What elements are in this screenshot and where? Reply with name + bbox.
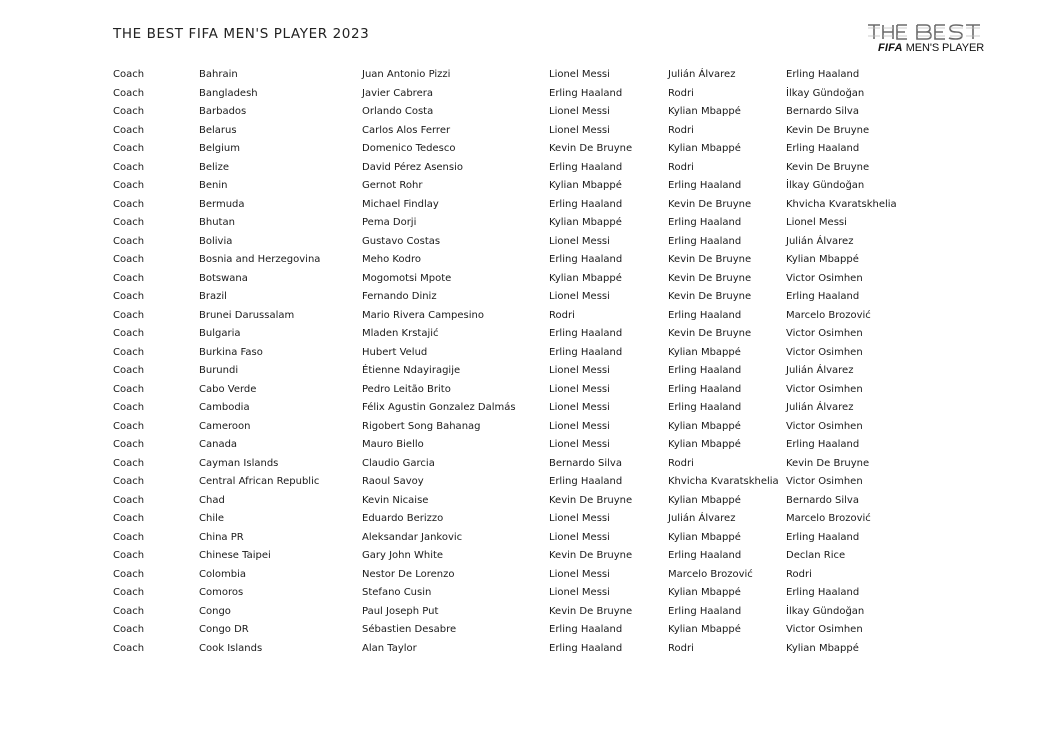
third-choice-cell: Marcelo Brozović bbox=[786, 309, 871, 321]
first-choice-cell: Lionel Messi bbox=[549, 531, 610, 543]
first-choice-cell: Erling Haaland bbox=[549, 161, 623, 173]
first-choice-cell: Lionel Messi bbox=[549, 291, 610, 302]
third-choice-cell: Erling Haaland bbox=[786, 143, 860, 154]
role-cell: Coach bbox=[113, 624, 145, 635]
country-cell: Chad bbox=[199, 494, 225, 506]
country-cell: Cameroon bbox=[199, 420, 251, 432]
voter-cell: Mauro Biello bbox=[362, 439, 424, 450]
country-cell: Brunei Darussalam bbox=[199, 309, 295, 321]
first-choice-cell: Erling Haaland bbox=[549, 87, 623, 99]
role-cell: Coach bbox=[113, 254, 145, 265]
country-cell: Cook Islands bbox=[199, 642, 263, 654]
voter-cell: Domenico Tedesco bbox=[362, 143, 456, 154]
country-cell: Belgium bbox=[199, 143, 240, 154]
country-cell: Burkina Faso bbox=[199, 346, 263, 358]
voter-cell: Sébastien Desabre bbox=[362, 624, 457, 635]
the-best-logo-subtitle bbox=[878, 42, 984, 54]
voter-cell: Eduardo Berizzo bbox=[362, 513, 444, 524]
second-choice-cell: Kevin De Bruyne bbox=[668, 198, 752, 210]
country-cell: Bulgaria bbox=[199, 328, 241, 339]
third-choice-cell: Julián Álvarez bbox=[786, 402, 854, 413]
first-choice-cell: Lionel Messi bbox=[549, 420, 610, 432]
country-cell: Brazil bbox=[199, 291, 227, 302]
first-choice-cell: Erling Haaland bbox=[549, 254, 623, 265]
country-cell: Colombia bbox=[199, 568, 246, 580]
second-choice-cell: Kevin De Bruyne bbox=[668, 254, 752, 265]
role-cell: Coach bbox=[113, 69, 145, 80]
country-cell: Cayman Islands bbox=[199, 457, 279, 469]
voter-cell: Gustavo Costas bbox=[362, 235, 441, 247]
third-choice-cell: Victor Osimhen bbox=[786, 476, 863, 487]
the-best-logo bbox=[866, 22, 990, 56]
voter-cell: Gernot Rohr bbox=[362, 180, 423, 191]
country-cell: Canada bbox=[199, 439, 238, 450]
voter-cell: Carlos Alos Ferrer bbox=[362, 124, 451, 136]
voter-cell: Claudio Garcia bbox=[362, 457, 435, 469]
country-cell: Congo DR bbox=[199, 624, 249, 635]
second-choice-cell: Erling Haaland bbox=[668, 550, 742, 561]
third-choice-cell: Kevin De Bruyne bbox=[786, 124, 870, 136]
third-choice-cell: Lionel Messi bbox=[786, 217, 847, 228]
second-choice-cell: Kevin De Bruyne bbox=[668, 272, 752, 284]
first-choice-cell: Lionel Messi bbox=[549, 568, 610, 580]
country-cell: Bangladesh bbox=[199, 87, 258, 99]
third-choice-cell: İlkay Gündoğan bbox=[786, 180, 865, 191]
second-choice-cell: Kevin De Bruyne bbox=[668, 328, 752, 339]
role-cell: Coach bbox=[113, 87, 145, 99]
country-cell: Belarus bbox=[199, 124, 237, 136]
role-cell: Coach bbox=[113, 198, 145, 210]
second-choice-cell: Julián Álvarez bbox=[668, 513, 736, 524]
second-choice-cell: Kylian Mbappé bbox=[668, 420, 741, 432]
country-cell: Cambodia bbox=[199, 402, 250, 413]
country-cell: Chinese Taipei bbox=[199, 550, 271, 561]
country-cell: Benin bbox=[199, 180, 228, 191]
third-choice-cell: Erling Haaland bbox=[786, 587, 860, 598]
voter-cell: Michael Findlay bbox=[362, 198, 439, 210]
country-cell: Barbados bbox=[199, 106, 247, 117]
first-choice-cell: Kevin De Bruyne bbox=[549, 494, 633, 506]
country-cell: China PR bbox=[199, 531, 244, 543]
third-choice-cell: Erling Haaland bbox=[786, 69, 860, 80]
second-choice-cell: Kylian Mbappé bbox=[668, 439, 741, 450]
role-cell: Coach bbox=[113, 143, 145, 154]
first-choice-cell: Erling Haaland bbox=[549, 346, 623, 358]
role-cell: Coach bbox=[113, 439, 145, 450]
third-choice-cell: Victor Osimhen bbox=[786, 383, 863, 395]
voter-cell: Mladen Krstajić bbox=[362, 328, 439, 339]
role-cell: Coach bbox=[113, 124, 145, 136]
second-choice-cell: Erling Haaland bbox=[668, 383, 742, 395]
voter-cell: Rigobert Song Bahanag bbox=[362, 420, 481, 432]
second-choice-cell: Erling Haaland bbox=[668, 180, 742, 191]
second-choice-cell: Erling Haaland bbox=[668, 402, 742, 413]
third-choice-cell: Khvicha Kvaratskhelia bbox=[786, 198, 897, 210]
role-cell: Coach bbox=[113, 513, 145, 524]
role-cell: Coach bbox=[113, 531, 145, 543]
role-cell: Coach bbox=[113, 217, 145, 228]
second-choice-cell: Rodri bbox=[668, 457, 694, 469]
role-cell: Coach bbox=[113, 494, 145, 506]
country-cell: Bhutan bbox=[199, 217, 235, 228]
voter-cell: Étienne Ndayiragije bbox=[362, 365, 461, 376]
role-cell: Coach bbox=[113, 457, 145, 469]
first-choice-cell: Lionel Messi bbox=[549, 124, 610, 136]
role-cell: Coach bbox=[113, 476, 145, 487]
third-choice-cell: Kevin De Bruyne bbox=[786, 161, 870, 173]
third-choice-cell: İlkay Gündoğan bbox=[786, 605, 865, 617]
first-choice-cell: Lionel Messi bbox=[549, 106, 610, 117]
country-cell: Comoros bbox=[199, 587, 244, 598]
third-choice-cell: Declan Rice bbox=[786, 550, 846, 561]
role-cell: Coach bbox=[113, 642, 145, 654]
voter-cell: Kevin Nicaise bbox=[362, 494, 429, 506]
first-choice-cell: Lionel Messi bbox=[549, 439, 610, 450]
third-choice-cell: Victor Osimhen bbox=[786, 328, 863, 339]
second-choice-cell: Erling Haaland bbox=[668, 217, 742, 228]
third-choice-cell: Erling Haaland bbox=[786, 291, 860, 302]
second-choice-cell: Marcelo Brozović bbox=[668, 568, 753, 580]
role-cell: Coach bbox=[113, 328, 145, 339]
first-choice-cell: Lionel Messi bbox=[549, 69, 610, 80]
first-choice-cell: Bernardo Silva bbox=[549, 457, 622, 469]
second-choice-cell: Kylian Mbappé bbox=[668, 346, 741, 358]
mens-player-logo-text: MEN'S PLAYER bbox=[905, 42, 985, 54]
role-cell: Coach bbox=[113, 235, 145, 247]
voter-cell: Hubert Velud bbox=[362, 346, 428, 358]
third-choice-cell: İlkay Gündoğan bbox=[786, 87, 865, 99]
first-choice-cell: Rodri bbox=[549, 309, 575, 321]
voter-cell: David Pérez Asensio bbox=[362, 161, 463, 173]
first-choice-cell: Lionel Messi bbox=[549, 587, 610, 598]
country-cell: Congo bbox=[199, 605, 231, 617]
second-choice-cell: Rodri bbox=[668, 642, 694, 654]
second-choice-cell: Erling Haaland bbox=[668, 235, 742, 247]
country-cell: Belize bbox=[199, 161, 229, 173]
first-choice-cell: Lionel Messi bbox=[549, 513, 610, 524]
voter-cell: Javier Cabrera bbox=[362, 87, 433, 99]
voter-cell: Orlando Costa bbox=[362, 106, 434, 117]
first-choice-cell: Erling Haaland bbox=[549, 198, 623, 210]
country-cell: Bahrain bbox=[199, 69, 238, 80]
country-cell: Cabo Verde bbox=[199, 383, 257, 395]
role-cell: Coach bbox=[113, 272, 145, 284]
third-choice-cell: Julián Álvarez bbox=[786, 365, 854, 376]
role-cell: Coach bbox=[113, 383, 145, 395]
first-choice-cell: Erling Haaland bbox=[549, 476, 623, 487]
role-cell: Coach bbox=[113, 180, 145, 191]
role-cell: Coach bbox=[113, 402, 145, 413]
first-choice-cell: Kevin De Bruyne bbox=[549, 550, 633, 561]
third-choice-cell: Marcelo Brozović bbox=[786, 513, 871, 524]
fifa-logo-text: FIFA bbox=[878, 42, 903, 54]
third-choice-cell: Bernardo Silva bbox=[786, 106, 859, 117]
role-cell: Coach bbox=[113, 420, 145, 432]
role-cell: Coach bbox=[113, 346, 145, 358]
third-choice-cell: Rodri bbox=[786, 568, 812, 580]
third-choice-cell: Erling Haaland bbox=[786, 531, 860, 543]
role-cell: Coach bbox=[113, 106, 145, 117]
country-cell: Botswana bbox=[199, 272, 248, 284]
third-choice-cell: Kevin De Bruyne bbox=[786, 457, 870, 469]
voter-cell: Pema Dorji bbox=[362, 217, 417, 228]
voter-cell: Félix Agustin Gonzalez Dalmás bbox=[362, 402, 516, 413]
voter-cell: Aleksandar Jankovic bbox=[362, 531, 463, 543]
country-cell: Bermuda bbox=[199, 198, 245, 210]
first-choice-cell: Erling Haaland bbox=[549, 624, 623, 635]
third-choice-cell: Bernardo Silva bbox=[786, 494, 859, 506]
voter-cell: Gary John White bbox=[362, 550, 444, 561]
first-choice-cell: Kevin De Bruyne bbox=[549, 143, 633, 154]
role-cell: Coach bbox=[113, 291, 145, 302]
second-choice-cell: Erling Haaland bbox=[668, 365, 742, 376]
second-choice-cell: Kylian Mbappé bbox=[668, 106, 741, 117]
first-choice-cell: Lionel Messi bbox=[549, 235, 610, 247]
second-choice-cell: Rodri bbox=[668, 124, 694, 136]
first-choice-cell: Erling Haaland bbox=[549, 328, 623, 339]
second-choice-cell: Kylian Mbappé bbox=[668, 587, 741, 598]
first-choice-cell: Lionel Messi bbox=[549, 365, 610, 376]
country-cell: Burundi bbox=[199, 365, 239, 376]
voter-cell: Raoul Savoy bbox=[362, 476, 424, 487]
second-choice-cell: Kylian Mbappé bbox=[668, 143, 741, 154]
country-cell: Bosnia and Herzegovina bbox=[199, 254, 321, 265]
first-choice-cell: Kylian Mbappé bbox=[549, 272, 622, 284]
document-title: THE BEST FIFA MEN'S PLAYER 2023 bbox=[113, 26, 370, 42]
voter-cell: Paul Joseph Put bbox=[362, 605, 439, 617]
voter-cell: Fernando Diniz bbox=[362, 291, 437, 302]
second-choice-cell: Kylian Mbappé bbox=[668, 531, 741, 543]
voter-cell: Stefano Cusin bbox=[362, 587, 432, 598]
second-choice-cell: Kevin De Bruyne bbox=[668, 291, 752, 302]
third-choice-cell: Victor Osimhen bbox=[786, 420, 863, 432]
third-choice-cell: Victor Osimhen bbox=[786, 624, 863, 635]
second-choice-cell: Rodri bbox=[668, 87, 694, 99]
second-choice-cell: Erling Haaland bbox=[668, 309, 742, 321]
role-cell: Coach bbox=[113, 161, 145, 173]
third-choice-cell: Kylian Mbappé bbox=[786, 254, 859, 265]
second-choice-cell: Julián Álvarez bbox=[668, 69, 736, 80]
third-choice-cell: Julián Álvarez bbox=[786, 235, 854, 247]
voter-cell: Juan Antonio Pizzi bbox=[362, 69, 451, 80]
voter-cell: Meho Kodro bbox=[362, 254, 421, 265]
role-cell: Coach bbox=[113, 605, 145, 617]
voter-cell: Pedro Leitão Brito bbox=[362, 383, 451, 395]
second-choice-cell: Kylian Mbappé bbox=[668, 624, 741, 635]
voter-cell: Mogomotsi Mpote bbox=[362, 272, 452, 284]
third-choice-cell: Victor Osimhen bbox=[786, 272, 863, 284]
first-choice-cell: Kevin De Bruyne bbox=[549, 605, 633, 617]
role-cell: Coach bbox=[113, 309, 145, 321]
third-choice-cell: Kylian Mbappé bbox=[786, 642, 859, 654]
third-choice-cell: Victor Osimhen bbox=[786, 346, 863, 358]
country-cell: Bolivia bbox=[199, 235, 233, 247]
country-cell: Central African Republic bbox=[199, 476, 320, 487]
first-choice-cell: Kylian Mbappé bbox=[549, 180, 622, 191]
voter-cell: Nestor De Lorenzo bbox=[362, 568, 455, 580]
the-best-logo-wordmark bbox=[866, 22, 988, 42]
first-choice-cell: Lionel Messi bbox=[549, 383, 610, 395]
first-choice-cell: Kylian Mbappé bbox=[549, 217, 622, 228]
role-cell: Coach bbox=[113, 550, 145, 561]
third-choice-cell: Erling Haaland bbox=[786, 439, 860, 450]
country-cell: Chile bbox=[199, 513, 225, 524]
second-choice-cell: Erling Haaland bbox=[668, 605, 742, 617]
voter-cell: Mario Rivera Campesino bbox=[362, 309, 484, 321]
first-choice-cell: Erling Haaland bbox=[549, 642, 623, 654]
first-choice-cell: Lionel Messi bbox=[549, 402, 610, 413]
role-cell: Coach bbox=[113, 568, 145, 580]
role-cell: Coach bbox=[113, 587, 145, 598]
second-choice-cell: Rodri bbox=[668, 161, 694, 173]
role-cell: Coach bbox=[113, 365, 145, 376]
second-choice-cell: Khvicha Kvaratskhelia bbox=[668, 476, 779, 487]
voter-cell: Alan Taylor bbox=[362, 642, 417, 654]
second-choice-cell: Kylian Mbappé bbox=[668, 494, 741, 506]
